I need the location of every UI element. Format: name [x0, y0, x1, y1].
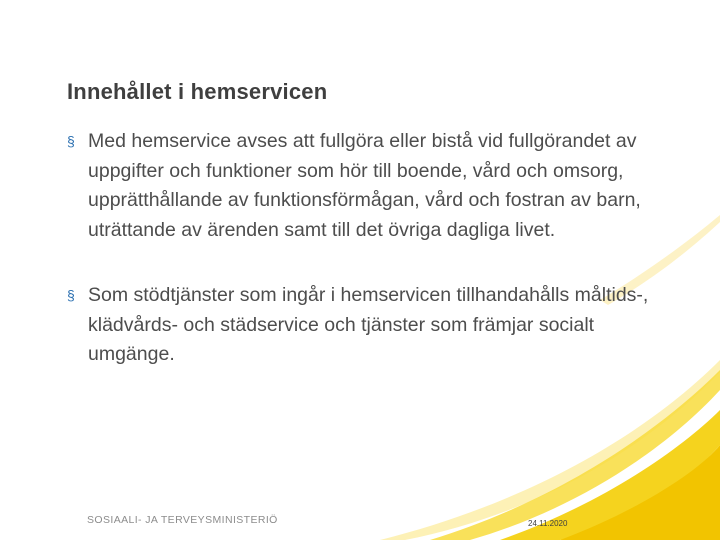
- footer-organization-logo-text: SOSIAALI- JA TERVEYSMINISTERIÖ: [87, 514, 278, 526]
- bullet-item: [67, 127, 667, 245]
- section-sign-bullet-icon: §: [67, 133, 75, 149]
- section-sign-bullet-icon: §: [67, 287, 75, 303]
- bullet-text: Med hemservice avses att fullgöra eller bistå vid fullgörandet av uppgifter och funktioner som hör till boende, vård och omsorg, upprätthållande av funktionsförmågan, vård och fostran av barn, uträttande av ärenden samt till det övriga dagliga livet.: [88, 130, 641, 241]
- bullet-item: [67, 281, 667, 370]
- bullet-text: Som stödtjänster som ingår i hemservicen tillhandahålls måltids-, klädvårds- och städservice och tjänster som främjar socialt umgänge.: [88, 284, 649, 365]
- footer-date: 24.11.2020: [528, 519, 568, 528]
- slide-title: Innehållet i hemservicen: [67, 79, 328, 104]
- bullet-list: [67, 127, 667, 370]
